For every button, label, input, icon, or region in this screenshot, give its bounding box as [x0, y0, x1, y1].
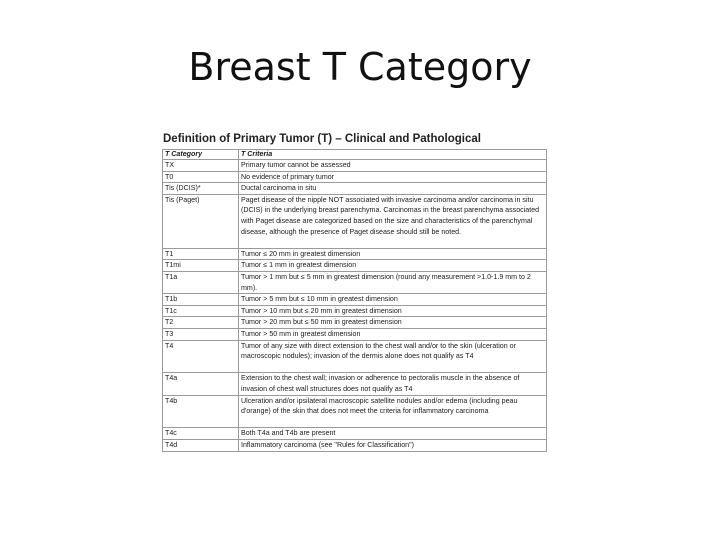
t-criteria-cell: Ulceration and/or ipsilateral macroscopic satellite nodules and/or edema (including peau d'orange) of the skin that does not meet the criteria for inflammatory carcinoma — [239, 395, 547, 428]
t-category-cell: T2 — [163, 317, 239, 329]
table-row — [163, 340, 547, 373]
t-criteria-cell: Tumor > 5 mm but ≤ 10 mm in greatest dimension — [239, 294, 547, 306]
t-category-cell: T1a — [163, 271, 239, 293]
table-row — [163, 248, 547, 260]
t-category-cell: T3 — [163, 328, 239, 340]
t-criteria-cell: Both T4a and T4b are present — [239, 428, 547, 440]
t-category-cell: T1mi — [163, 260, 239, 272]
table-heading: Definition of Primary Tumor (T) – Clinical and Pathological — [163, 133, 481, 145]
column-header-criteria: T Criteria — [239, 150, 547, 160]
t-criteria-cell: No evidence of primary tumor — [239, 171, 547, 183]
t-category-cell: T4b — [163, 395, 239, 428]
t-criteria-cell: Paget disease of the nipple NOT associated with invasive carcinoma and/or carcinoma in situ (DCIS) in the underlying breast parenchyma. Carcinomas in the breast parenchyma associated with Paget disease are categorized based on the size and characteristics of the parenchymal disease, although the presence of Paget disease should still be noted. — [239, 194, 547, 248]
column-header-category: T Category — [163, 150, 239, 160]
t-category-cell: T4a — [163, 373, 239, 395]
t-category-cell: T4c — [163, 428, 239, 440]
t-criteria-cell: Tumor ≤ 1 mm in greatest dimension — [239, 260, 547, 272]
t-criteria-cell: Tumor ≤ 20 mm in greatest dimension — [239, 248, 547, 260]
t-criteria-cell: Tumor > 10 mm but ≤ 20 mm in greatest dimension — [239, 305, 547, 317]
table-row — [163, 271, 547, 293]
table-row — [163, 305, 547, 317]
t-criteria-cell: Tumor > 20 mm but ≤ 50 mm in greatest dimension — [239, 317, 547, 329]
table-row — [163, 317, 547, 329]
table-row — [163, 194, 547, 248]
t-category-cell: T1 — [163, 248, 239, 260]
t-category-cell: TX — [163, 160, 239, 172]
table-row — [163, 395, 547, 428]
t-category-cell: T1c — [163, 305, 239, 317]
table-row — [163, 373, 547, 395]
t-criteria-cell: Ductal carcinoma in situ — [239, 183, 547, 195]
slide-title: Breast T Category — [188, 45, 532, 89]
t-category-cell: Tis (DCIS)* — [163, 183, 239, 195]
table-row — [163, 183, 547, 195]
t-category-table — [162, 149, 547, 452]
table-row — [163, 328, 547, 340]
table-row — [163, 439, 547, 451]
t-category-cell: T4d — [163, 439, 239, 451]
t-criteria-cell: Tumor > 50 mm in greatest dimension — [239, 328, 547, 340]
table-header-row — [163, 150, 547, 160]
t-category-cell: Tis (Paget) — [163, 194, 239, 248]
table-row — [163, 160, 547, 172]
t-category-cell: T4 — [163, 340, 239, 373]
table-row — [163, 260, 547, 272]
t-criteria-cell: Tumor of any size with direct extension to the chest wall and/or to the skin (ulceration or macroscopic nodules); invasion of the dermis alone does not qualify as T4 — [239, 340, 547, 373]
t-criteria-cell: Tumor > 1 mm but ≤ 5 mm in greatest dimension (round any measurement >1.0-1.9 mm to 2 mm). — [239, 271, 547, 293]
t-category-cell: T0 — [163, 171, 239, 183]
table-row — [163, 294, 547, 306]
t-criteria-cell: Inflammatory carcinoma (see "Rules for Classification") — [239, 439, 547, 451]
t-category-cell: T1b — [163, 294, 239, 306]
table-row — [163, 171, 547, 183]
t-criteria-cell: Extension to the chest wall; invasion or adherence to pectoralis muscle in the absence of invasion of chest wall structures does not qualify as T4 — [239, 373, 547, 395]
t-criteria-cell: Primary tumor cannot be assessed — [239, 160, 547, 172]
table-row — [163, 428, 547, 440]
